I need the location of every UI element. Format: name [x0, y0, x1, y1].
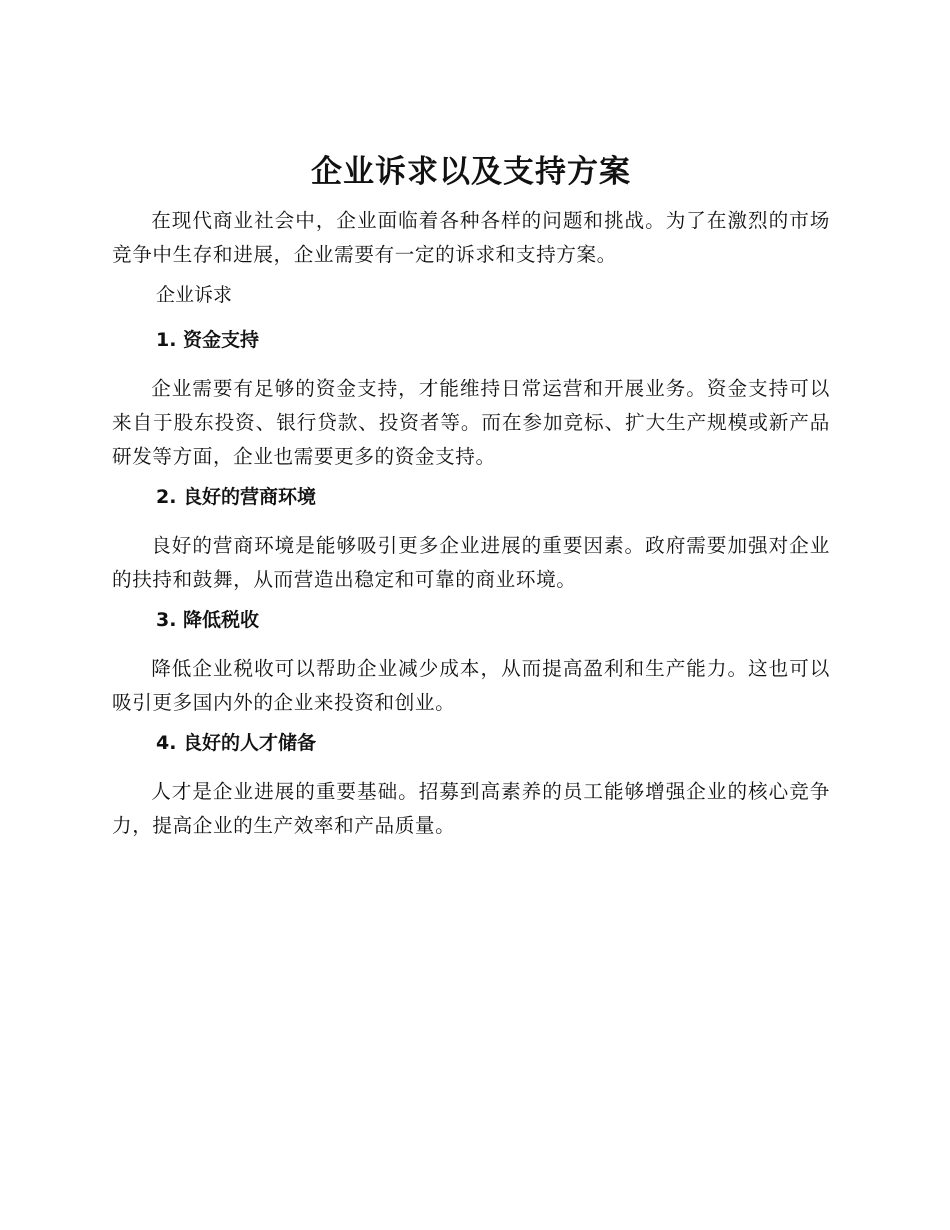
- intro-paragraph: 在现代商业社会中，企业面临着各种各样的问题和挑战。为了在激烈的市场竞争中生存和进展，企业需要有一定的诉求和支持方案。: [112, 209, 830, 266]
- subsection-body-funding: 企业需要有足够的资金支持，才能维持日常运营和开展业务。资金支持可以来自于股东投资、银行贷款、投资者等。而在参加竞标、扩大生产规模或新产品研发等方面，企业也需要更多的资金支持。: [112, 377, 830, 468]
- subsection-heading-funding: 1. 资金支持: [156, 329, 260, 351]
- subsection-heading-tax-reduction: 3. 降低税收: [156, 609, 260, 631]
- section-heading: 企业诉求: [156, 284, 233, 306]
- subsection-heading-talent-reserve: 4. 良好的人才储备: [156, 732, 317, 754]
- subsection-body-tax-reduction: 降低企业税收可以帮助企业减少成本，从而提高盈利和生产能力。这也可以吸引更多国内外的企业来投资和创业。: [112, 657, 830, 714]
- document-page: [112, 150, 830, 853]
- subsection-heading-business-environment: 2. 良好的营商环境: [156, 486, 317, 508]
- subsection-body-talent-reserve: 人才是企业进展的重要基础。招募到高素养的员工能够增强企业的核心竞争力，提高企业的生产效率和产品质量。: [112, 780, 830, 837]
- subsection-body-business-environment: 良好的营商环境是能够吸引更多企业进展的重要因素。政府需要加强对企业的扶持和鼓舞，从而营造出稳定和可靠的商业环境。: [112, 534, 830, 591]
- document-title: 企业诉求以及支持方案: [311, 154, 631, 190]
